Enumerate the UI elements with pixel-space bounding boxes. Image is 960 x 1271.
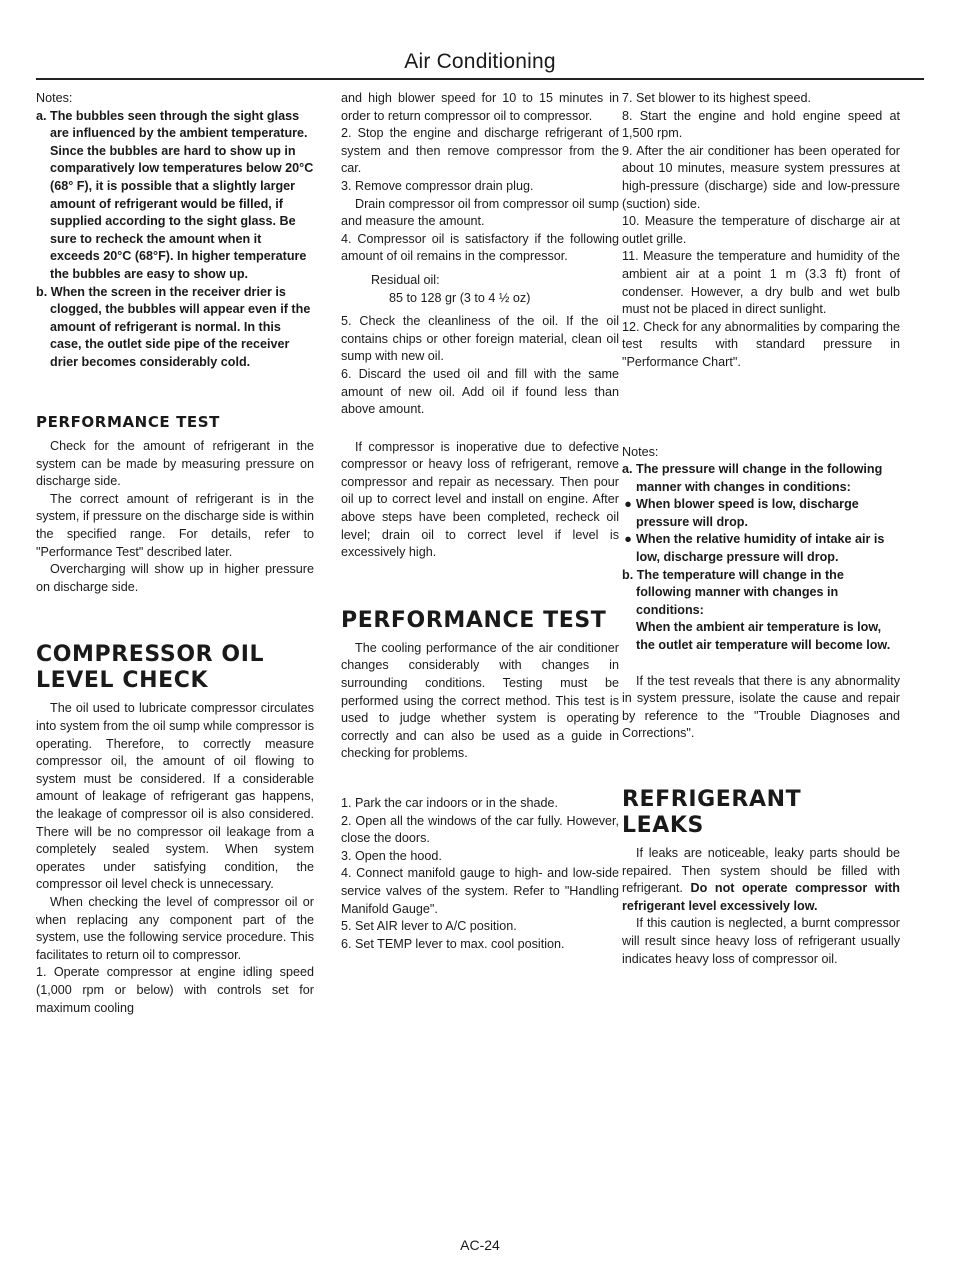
note-a: a. The pressure will change in the following manner with changes in conditions: — [622, 462, 883, 494]
column-left — [36, 90, 314, 1017]
spacer — [341, 419, 619, 439]
column-middle — [341, 90, 619, 953]
performance-test-step: 12. Check for any abnormalities by comparing the test results with standard pressure in "Performance Chart". — [622, 319, 900, 369]
compressor-oil-heading-line2: LEVEL CHECK — [36, 668, 209, 694]
performance-test-step: 5. Set AIR lever to A/C position. — [341, 919, 517, 934]
notes-label: Notes: — [36, 91, 73, 105]
page-number: AC-24 — [460, 1237, 500, 1253]
spacer — [36, 431, 314, 438]
performance-test-heading-large: PERFORMANCE TEST — [341, 607, 607, 633]
note-a: a. The bubbles seen through the sight glass are influenced by the ambient temperature. Since the bubbles are hard to show up in comparatively low temperatures below 20°C (68° F), it is possible that a slightly larger amount of refrigerant would be filled, if supplied according to the sight glass. Be sure to recheck the amount when it exceeds 20°C (68°F). In higher temperature the bubbles are easy to show up. — [36, 108, 314, 281]
compressor-oil-continued: and high blower speed for 10 to 15 minutes in order to return compressor oil to compressor. — [341, 91, 619, 123]
compressor-oil-step: 4. Compressor oil is satisfactory if the following amount of oil remains in the compressor. — [341, 231, 619, 264]
compressor-oil-step: 5. Check the cleanliness of the oil. If the oil contains chips or other foreign material, clean oil sump with new oil. — [341, 314, 619, 364]
compressor-oil-step: 1. Operate compressor at engine idling speed (1,000 rpm or below) with controls set for maximum cooling — [36, 965, 314, 1015]
spacer — [36, 596, 314, 642]
bullet-item — [622, 496, 900, 531]
compressor-oil-step: 3. Remove compressor drain plug. — [341, 178, 534, 193]
performance-test-step: 7. Set blower to its highest speed. — [622, 91, 812, 105]
performance-test-step: 6. Set TEMP lever to max. cool position. — [341, 936, 565, 951]
bullet-text: When blower speed is low, discharge pressure will drop. — [636, 497, 859, 529]
note-b-detail: When the ambient air temperature is low, the outlet air temperature will become low. — [636, 620, 891, 653]
notes-label: Notes: — [622, 444, 659, 459]
performance-test-paragraph: The cooling performance of the air conditioner changes considerably with changes in surrounding conditions. Testing must be performed using the correct method. This test is used to judge whether system is operating correctly and can also be used as a guide in checking for problems. — [341, 640, 619, 761]
note-b: b. The temperature will change in the following manner with changes in conditions: — [622, 567, 844, 617]
spacer — [36, 372, 314, 414]
refrigerant-leaks-heading: REFRIGERANT — [622, 787, 802, 812]
spacer — [622, 372, 900, 444]
compressor-oil-step-detail: Drain compressor oil from compressor oil sump and measure the amount. — [341, 196, 619, 229]
compressor-oil-step: 6. Discard the used oil and fill with the same amount of new oil. Add oil if found less than above amount. — [341, 366, 619, 417]
header-divider — [36, 78, 924, 80]
performance-test-step: 9. After the air conditioner has been operated for about 10 minutes, measure system pressures at high-pressure (discharge) side and low-pressure (suction) side. — [622, 143, 900, 211]
performance-test-heading: PERFORMANCE TEST — [36, 412, 221, 431]
residual-oil-label: Residual oil: — [371, 272, 440, 287]
spacer — [341, 562, 619, 608]
performance-test-step: 8. Start the engine and hold engine speed at 1,500 rpm. — [622, 108, 900, 141]
performance-test-step: 10. Measure the temperature of discharge air at outlet grille. — [622, 214, 900, 246]
bullet-item — [622, 531, 900, 566]
spacer — [622, 655, 900, 673]
abnormality-paragraph: If the test reveals that there is any abnormality in system pressure, isolate the cause and repair by reference to the "Trouble Diagnoses and Corrections". — [622, 673, 900, 741]
performance-test-step: 4. Connect manifold gauge to high- and low-side service valves of the system. Refer to "Handling Manifold Gauge". — [341, 866, 619, 916]
performance-test-paragraph: The correct amount of refrigerant is in the system, if pressure on the discharge side is within the specified range. For details, refer to "Performance Test" described later. — [36, 491, 314, 559]
leaks-text: If leaks are noticeable, leaky parts should be repaired. Then system should be filled with refrigerant. — [622, 846, 900, 896]
performance-test-step: 1. Park the car indoors or in the shade. — [341, 796, 559, 810]
leaks-warning: Do not operate compressor with refrigerant level excessively low. — [622, 881, 900, 913]
compressor-oil-paragraph: If compressor is inoperative due to defective compressor or heavy loss of refrigerant, remove compressor and repair as necessary. Then pour oil up to correct level and install on engine. After above steps have been completed, recheck oil level; drain oil to correct level if level is excessively high. — [341, 439, 619, 560]
bullet-icon: ● — [624, 497, 632, 512]
spacer — [341, 763, 619, 795]
column-right — [622, 90, 900, 968]
compressor-oil-paragraph: When checking the level of compressor oil or when replacing any component part of the system, use the following service procedure. This facilitates to return oil to compressor. — [36, 894, 314, 962]
compressor-oil-heading: COMPRESSOR OIL — [36, 642, 265, 668]
bullet-text: When the relative humidity of intake air is low, discharge pressure will drop. — [636, 532, 885, 565]
performance-test-step: 3. Open the hood. — [341, 848, 442, 863]
performance-test-step: 2. Open all the windows of the car fully. However, close the doors. — [341, 813, 619, 846]
refrigerant-leaks-heading-line2: LEAKS — [622, 813, 704, 838]
performance-test-step: 11. Measure the temperature and humidity of the ambient air at a point 1 m (3.3 ft) front of condenser. However, a dry bulb and wet bulb must not be placed in direct sunlight. — [622, 249, 900, 317]
residual-oil-value: 85 to 128 gr (3 to 4 ½ oz) — [389, 290, 531, 305]
bullet-icon: ● — [624, 532, 632, 547]
refrigerant-leaks-paragraph — [622, 845, 900, 915]
compressor-oil-paragraph: The oil used to lubricate compressor circulates into system from the oil sump while compressor is operating. Therefore, to correctly measure compressor oil, the amount of oil flowing to system must be considered. If a considerable amount of leakage of refrigerant gas happens, the leakage of compressor oil is also considered. There will be no compressor oil leakage from a completely sealed system. When system operates under satisfying condition, the compressor oil level check is unnecessary. — [36, 701, 314, 892]
performance-test-paragraph: Overcharging will show up in higher pressure on discharge side. — [36, 562, 314, 594]
performance-test-paragraph: Check for the amount of refrigerant in the system can be made by measuring pressure on discharge side. — [36, 439, 314, 489]
compressor-oil-step: 2. Stop the engine and discharge refrigerant of system and then remove compressor from the car. — [341, 126, 619, 176]
spacer — [622, 743, 900, 787]
page-header-title: Air Conditioning — [404, 50, 556, 73]
note-b: b. When the screen in the receiver drier is clogged, the bubbles will appear even if the amount of refrigerant is normal. In this case, the outlet side pipe of the receiver drier becomes considerably cold. — [36, 284, 311, 369]
refrigerant-leaks-paragraph: If this caution is neglected, a burnt compressor will result since heavy loss of refrigerant usually indicates heavy loss of compressor oil. — [622, 916, 900, 966]
